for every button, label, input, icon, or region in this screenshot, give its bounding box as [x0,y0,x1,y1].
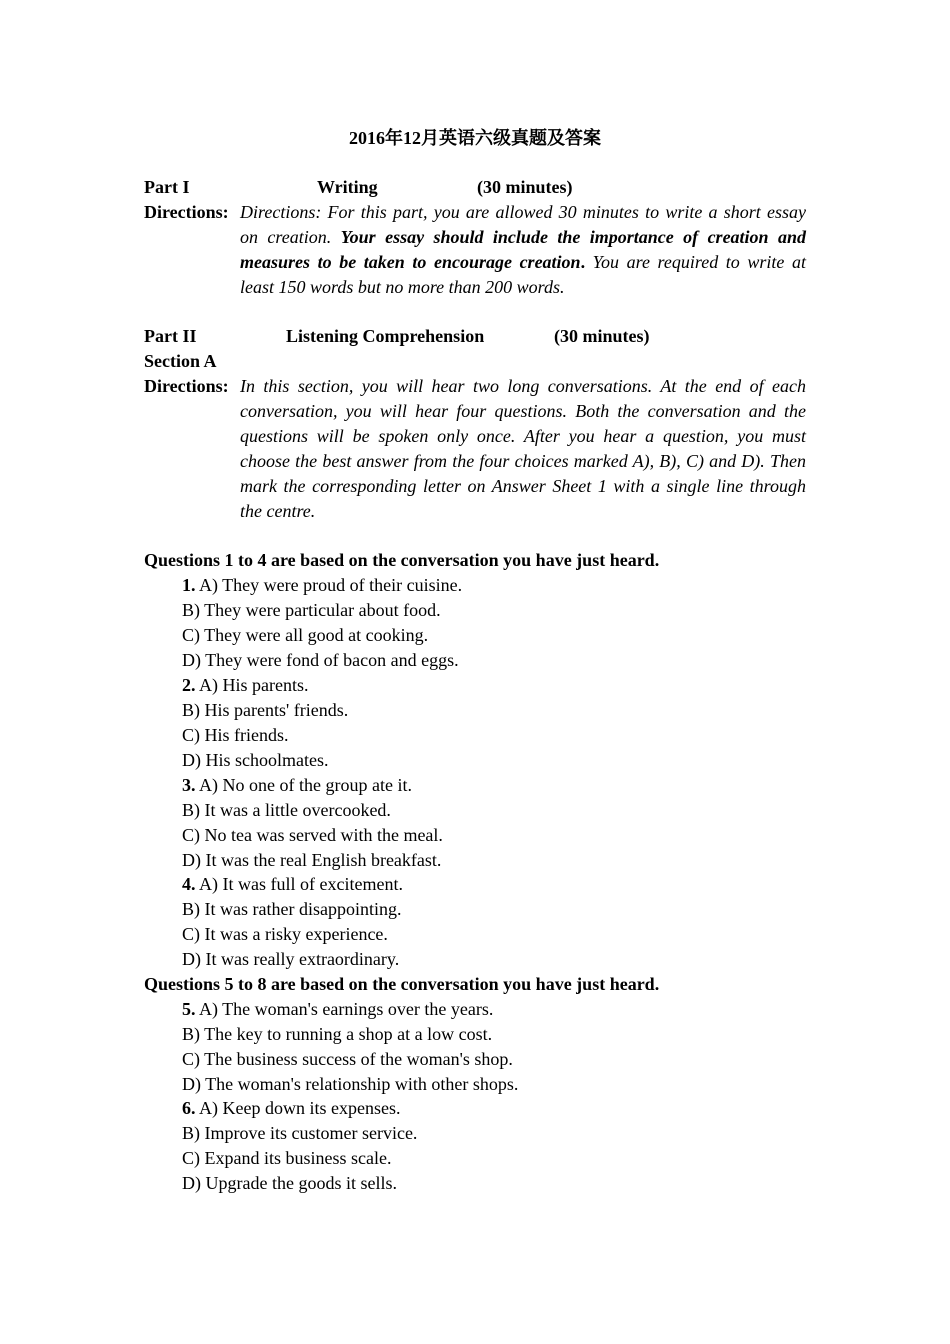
option-text: A) Keep down its expenses. [199,1098,401,1118]
question-3-option-b: B) It was a little overcooked. [182,800,391,820]
part1-header [144,175,806,200]
question-number: 3. [182,775,196,795]
question-6-option-d: D) Upgrade the goods it sells. [182,1173,397,1193]
option-text: A) It was full of excitement. [199,874,403,894]
question-1-option-a [182,573,462,598]
option-text: A) The woman's earnings over the years. [199,999,494,1019]
part2-directions-text: In this section, you will hear two long conversations. At the end of each conversation, you will hear four questions. Both the conversation and the questions will be spoken only once. After you hear a question, you must choose the best answer from the four choices marked A), B), C) and D). Then mark the corresponding letter on Answer Sheet 1 with a single line through the centre. [240,376,806,521]
part1-time: (30 minutes) [477,177,573,197]
question-2-option-b: B) His parents' friends. [182,700,349,720]
question-3-option-d: D) It was the real English breakfast. [182,850,442,870]
question-3-option-c: C) No tea was served with the meal. [182,825,443,845]
option-text: A) They were proud of their cuisine. [199,575,463,595]
part1-directions-dot: . [580,252,586,272]
part2-name: Listening Comprehension [286,326,485,346]
part2-time: (30 minutes) [554,326,650,346]
part2-directions-label: Directions: [144,376,229,396]
part1-name: Writing [317,177,378,197]
question-1-option-b: B) They were particular about food. [182,600,441,620]
question-1-option-c: C) They were all good at cooking. [182,625,429,645]
question-number: 2. [182,675,196,695]
part2-label: Part II [144,326,197,346]
question-2-option-c: C) His friends. [182,725,289,745]
question-5-option-a [182,997,493,1022]
part1-label: Part I [144,177,190,197]
question-number: 4. [182,874,196,894]
part2-header [144,324,806,349]
question-5-option-b: B) The key to running a shop at a low cost. [182,1024,493,1044]
question-number: 5. [182,999,196,1019]
question-number: 6. [182,1098,196,1118]
option-text: A) No one of the group ate it. [199,775,412,795]
part1-directions-pre: Directions: For this part, you are allowed 30 minutes to write a short essay on creation. [240,202,806,247]
question-1-option-d: D) They were fond of bacon and eggs. [182,650,459,670]
question-group-heading: Questions 5 to 8 are based on the conversation you have just heard. [144,974,660,994]
section-a-heading: Section A [144,351,217,371]
question-group-heading: Questions 1 to 4 are based on the conversation you have just heard. [144,550,660,570]
question-2-option-a [182,673,309,698]
part1-directions-label: Directions: [144,202,229,222]
part1-directions-text [240,200,806,300]
question-2-option-d: D) His schoolmates. [182,750,329,770]
part1-directions-post: You are required to write at least 150 words but no more than 200 words. [240,252,806,297]
question-3-option-a [182,773,412,798]
part1-directions-bold: Your essay should include the importance of creation and measures to be taken to encourage creation [240,227,806,272]
question-4-option-c: C) It was a risky experience. [182,924,388,944]
question-6-option-b: B) Improve its customer service. [182,1123,418,1143]
question-4-option-a [182,872,403,897]
question-6-option-a [182,1096,400,1121]
question-5-option-d: D) The woman's relationship with other shops. [182,1074,519,1094]
option-text: A) His parents. [199,675,309,695]
document-title: 2016年12月英语六级真题及答案 [349,128,601,148]
question-5-option-c: C) The business success of the woman's shop. [182,1049,513,1069]
question-6-option-c: C) Expand its business scale. [182,1148,392,1168]
question-number: 1. [182,575,196,595]
question-4-option-b: B) It was rather disappointing. [182,899,402,919]
question-4-option-d: D) It was really extraordinary. [182,949,400,969]
